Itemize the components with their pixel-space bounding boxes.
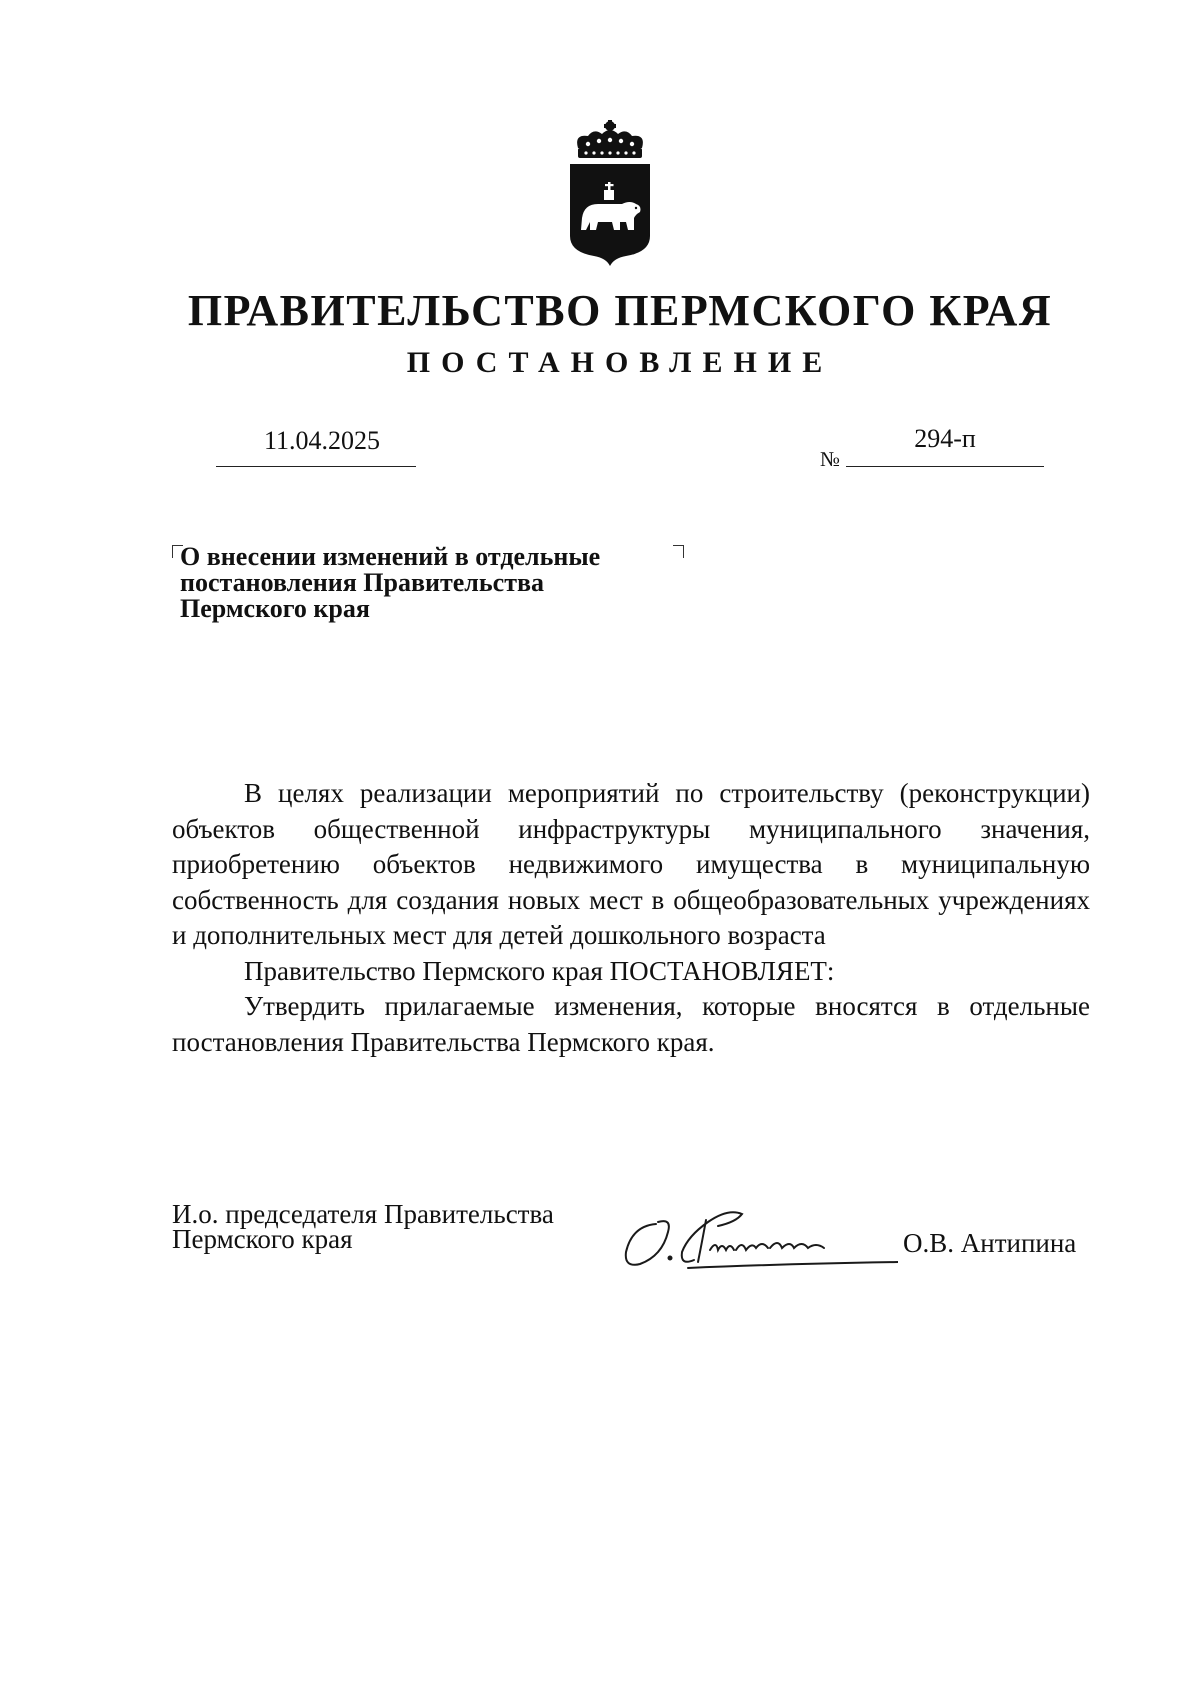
document-date: 11.04.2025 [263,426,381,455]
coat-of-arms-icon [564,118,656,268]
signer-position-line: И.о. председателя Правительства [172,1199,554,1229]
signer-position [172,1199,554,1254]
body-paragraph: Утвердить прилагаемые изменения, которые вносятся в отдельные постановления Правительства Пермского края. [172,991,1090,1057]
body-paragraph: В целях реализации мероприятий по строительству (реконструкции) объектов общественной инфраструктуры муниципального значения, приобретению объектов недвижимого имущества в муниципальную собственность для создания новых мест в общеобразовательных учреждениях и дополнительных мест для детей дошкольного возраста [172,778,1090,950]
document-subject [180,544,700,622]
signature-icon [618,1196,898,1276]
subject-line: О внесении изменений в отдельные [180,542,601,571]
number-underline [846,466,1044,467]
signer-name: О.В. Антипина [903,1228,1077,1258]
document-body [172,776,1090,1060]
signer-position-line: Пермского края [172,1224,353,1254]
subject-line: Пермского края [180,594,370,623]
subject-line: постановления Правительства [180,568,544,597]
body-paragraph: Правительство Пермского края ПОСТАНОВЛЯЕТ: [244,955,835,986]
document-number: 294-п [914,424,976,453]
government-title: ПРАВИТЕЛЬСТВО ПЕРМСКОГО КРАЯ [187,286,1053,335]
document-type: ПОСТАНОВЛЕНИЕ [406,346,834,379]
date-underline [216,466,416,467]
number-sign: № [820,447,841,471]
